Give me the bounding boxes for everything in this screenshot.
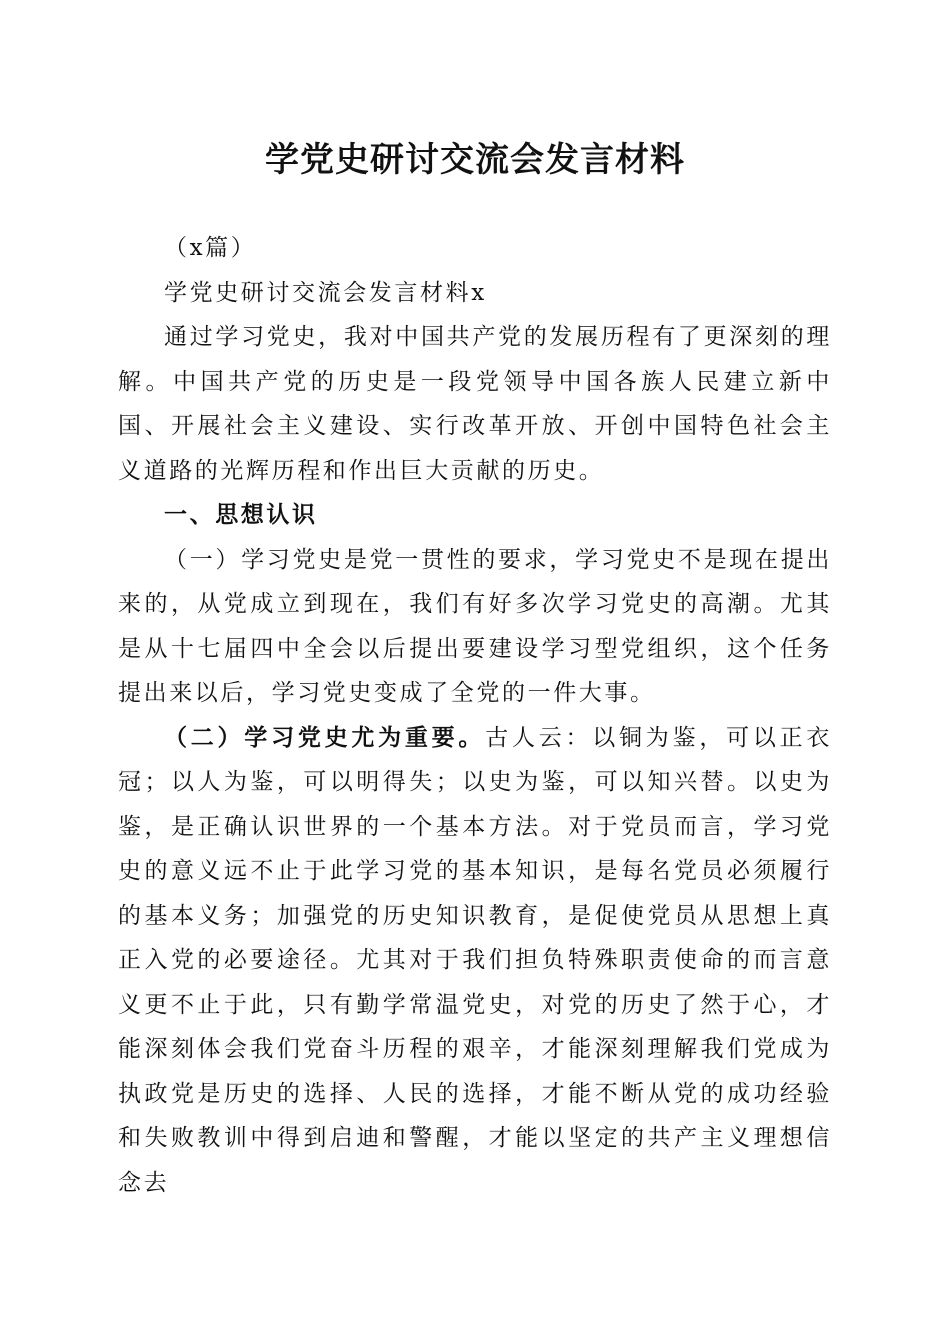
point-1-paragraph: （一）学习党史是党一贯性的要求，学习党史不是现在提出来的，从党成立到现在，我们有好多次学习党史的高潮。尤其是从十七届四中全会以后提出要建设学习型党组织，这个任务提出来以后，学习党史变成了全党的一件大事。 — [118, 546, 832, 706]
point-2-paragraph — [118, 716, 832, 1206]
document-title: 学党史研讨交流会发言材料 — [265, 140, 685, 180]
volume-note: （x篇） — [164, 235, 257, 261]
subtitle-line: 学党史研讨交流会发言材料x — [164, 279, 487, 306]
intro-paragraph: 通过学习党史，我对中国共产党的发展历程有了更深刻的理解。中国共产党的历史是一段党领导中国各族人民建立新中国、开展社会主义建设、实行改革开放、开创中国特色社会主义道路的光辉历程和作出巨大贡献的历史。 — [118, 324, 832, 484]
point-2-body: 古人云：以铜为鉴，可以正衣冠；以人为鉴，可以明得失；以史为鉴，可以知兴替。以史为鉴，是正确认识世界的一个基本方法。对于党员而言，学习党史的意义远不止于此学习党的基本知识，是每名党员必须履行的基本义务；加强党的历史知识教育，是促使党员从思想上真正入党的必要途径。尤其对于我们担负特殊职责使命的而言意义更不止于此，只有勤学常温党史，对党的历史了然于心，才能深刻体会我们党奋斗历程的艰辛，才能深刻理解我们党成为执政党是历史的选择、人民的选择，才能不断从党的成功经验和失败教训中得到启迪和警醒，才能以坚定的共产主义理想信念去 — [118, 724, 832, 1196]
point-2-lead: （二）学习党史尤为重要。 — [164, 723, 486, 751]
section-heading-1: 一、思想认识 — [164, 502, 318, 528]
document-body — [118, 226, 832, 1205]
